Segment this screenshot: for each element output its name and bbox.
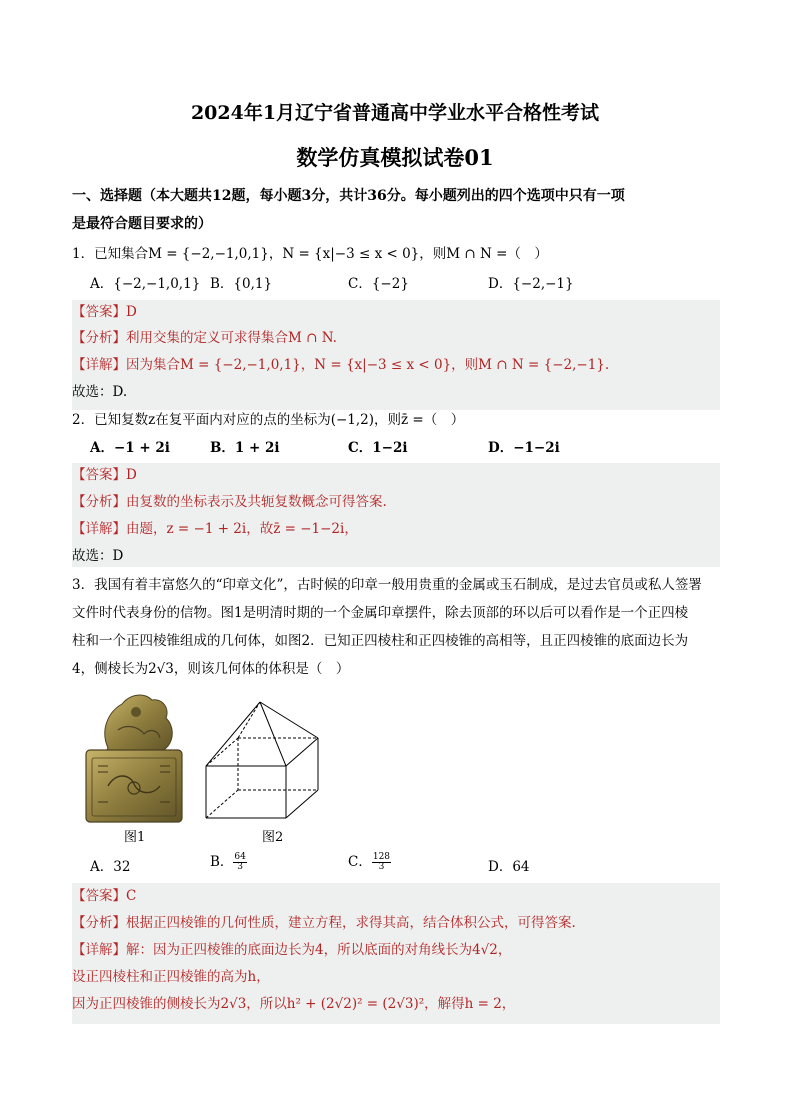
seal-figure (78, 690, 190, 824)
q3-answer (72, 886, 722, 906)
section-heading-line2: 是最符合题目要求的） (72, 216, 212, 232)
geometry-figure (200, 698, 322, 822)
detail-text: 由题，z = −1 + 2i，故z̄ = −1−2i， (126, 521, 358, 537)
analysis-text: 利用交集的定义可求得集合M ∩ N. (126, 330, 337, 346)
detail-tag: 【详解】 (72, 521, 126, 537)
q3-option-b (210, 852, 247, 872)
q1-stem: 1．已知集合M = {−2,−1,0,1}，N = {x|−3 ≤ x < 0}，则M ∩ N =（ ） (72, 246, 548, 262)
q1-choice: 故选：D. (72, 384, 128, 400)
q2-answer (72, 465, 722, 485)
fraction-numerator: 128 (372, 852, 391, 862)
analysis-tag: 【分析】 (72, 494, 126, 510)
q3-stem-line2: 文件时代表身份的信物。图1是明清时期的一个金属印章摆件，除去顶部的环以后可以看作是一个正四棱 (72, 605, 689, 621)
fraction-numerator: 64 (234, 852, 246, 862)
q3-stem-line1: 3．我国有着丰富悠久的“印章文化”，古时候的印章一般用贵重的金属或玉石制成，是过去官员或私人签署 (72, 577, 702, 593)
analysis-tag: 【分析】 (72, 915, 126, 931)
option-label: C． (348, 854, 372, 870)
fraction-denominator: 3 (237, 862, 244, 872)
q2-option-a: A．−1 + 2i (90, 440, 170, 456)
q3-detail-line2: 设正四棱柱和正四棱锥的高为h， (72, 969, 270, 985)
q3-detail-line3: 因为正四棱锥的侧棱长为2√3，所以h² + (2√2)² = (2√3)²，解得h = 2， (72, 996, 516, 1012)
exam-title: 2024年1月辽宁省普通高中学业水平合格性考试 (190, 102, 600, 124)
answer-value: D (126, 467, 137, 483)
q3-stem-line4: 4，侧棱长为2√3，则该几何体的体积是（ ） (72, 661, 350, 677)
q3-stem-line3: 柱和一个正四棱锥组成的几何体，如图2．已知正四棱柱和正四棱锥的高相等，且正四棱锥的底面边长为 (72, 633, 689, 649)
q3-option-c (348, 852, 391, 872)
q2-option-d: D．−1−2i (488, 440, 560, 456)
detail-tag: 【详解】 (72, 357, 126, 373)
fraction (372, 853, 391, 872)
q2-stem: 2．已知复数z在复平面内对应的点的坐标为(−1,2)，则z̄ =（ ） (72, 412, 465, 428)
fraction-denominator: 3 (378, 862, 385, 872)
q3-option-d: D．64 (488, 859, 530, 875)
detail-text: 解：因为正四棱锥的底面边长为4，所以底面的对角线长为4√2， (126, 942, 512, 958)
q3-analysis (72, 913, 722, 933)
exam-subtitle: 数学仿真模拟试卷01 (296, 145, 494, 170)
detail-tag: 【详解】 (72, 942, 126, 958)
q1-analysis (72, 328, 722, 348)
q2-option-c: C．1−2i (348, 440, 408, 456)
q2-detail (72, 519, 722, 539)
q1-option-b: B．{0,1} (210, 276, 273, 292)
q1-option-c: C．{−2} (348, 276, 409, 292)
answer-tag: 【答案】 (72, 467, 126, 483)
q2-option-b: B．1 + 2i (210, 440, 280, 456)
q1-option-d: D．{−2,−1} (488, 276, 574, 292)
analysis-tag: 【分析】 (72, 330, 126, 346)
figure1-caption: 图1 (124, 830, 146, 845)
analysis-text: 根据正四棱锥的几何性质，建立方程，求得其高，结合体积公式，可得答案. (126, 915, 576, 931)
option-label: B． (210, 854, 234, 870)
detail-text: 因为集合M = {−2,−1,0,1}，N = {x|−3 ≤ x < 0}，则M ∩ N = {−2,−1}. (126, 357, 610, 373)
q1-answer (72, 302, 722, 322)
section-heading-line1: 一、选择题（本大题共12题，每小题3分，共计36分。每小题列出的四个选项中只有一项 (72, 188, 625, 204)
q3-option-a: A．32 (90, 859, 131, 875)
answer-tag: 【答案】 (72, 304, 126, 320)
q1-option-a: A．{−2,−1,0,1} (90, 276, 201, 292)
q3-detail-line1 (72, 940, 722, 960)
analysis-text: 由复数的坐标表示及共轭复数概念可得答案. (126, 494, 387, 510)
q1-detail (72, 355, 722, 375)
answer-value: C (126, 888, 137, 904)
answer-value: D (126, 304, 137, 320)
q2-analysis (72, 492, 722, 512)
q2-choice: 故选：D (72, 548, 124, 564)
figure2-caption: 图2 (262, 830, 284, 845)
answer-tag: 【答案】 (72, 888, 126, 904)
fraction (233, 853, 246, 872)
